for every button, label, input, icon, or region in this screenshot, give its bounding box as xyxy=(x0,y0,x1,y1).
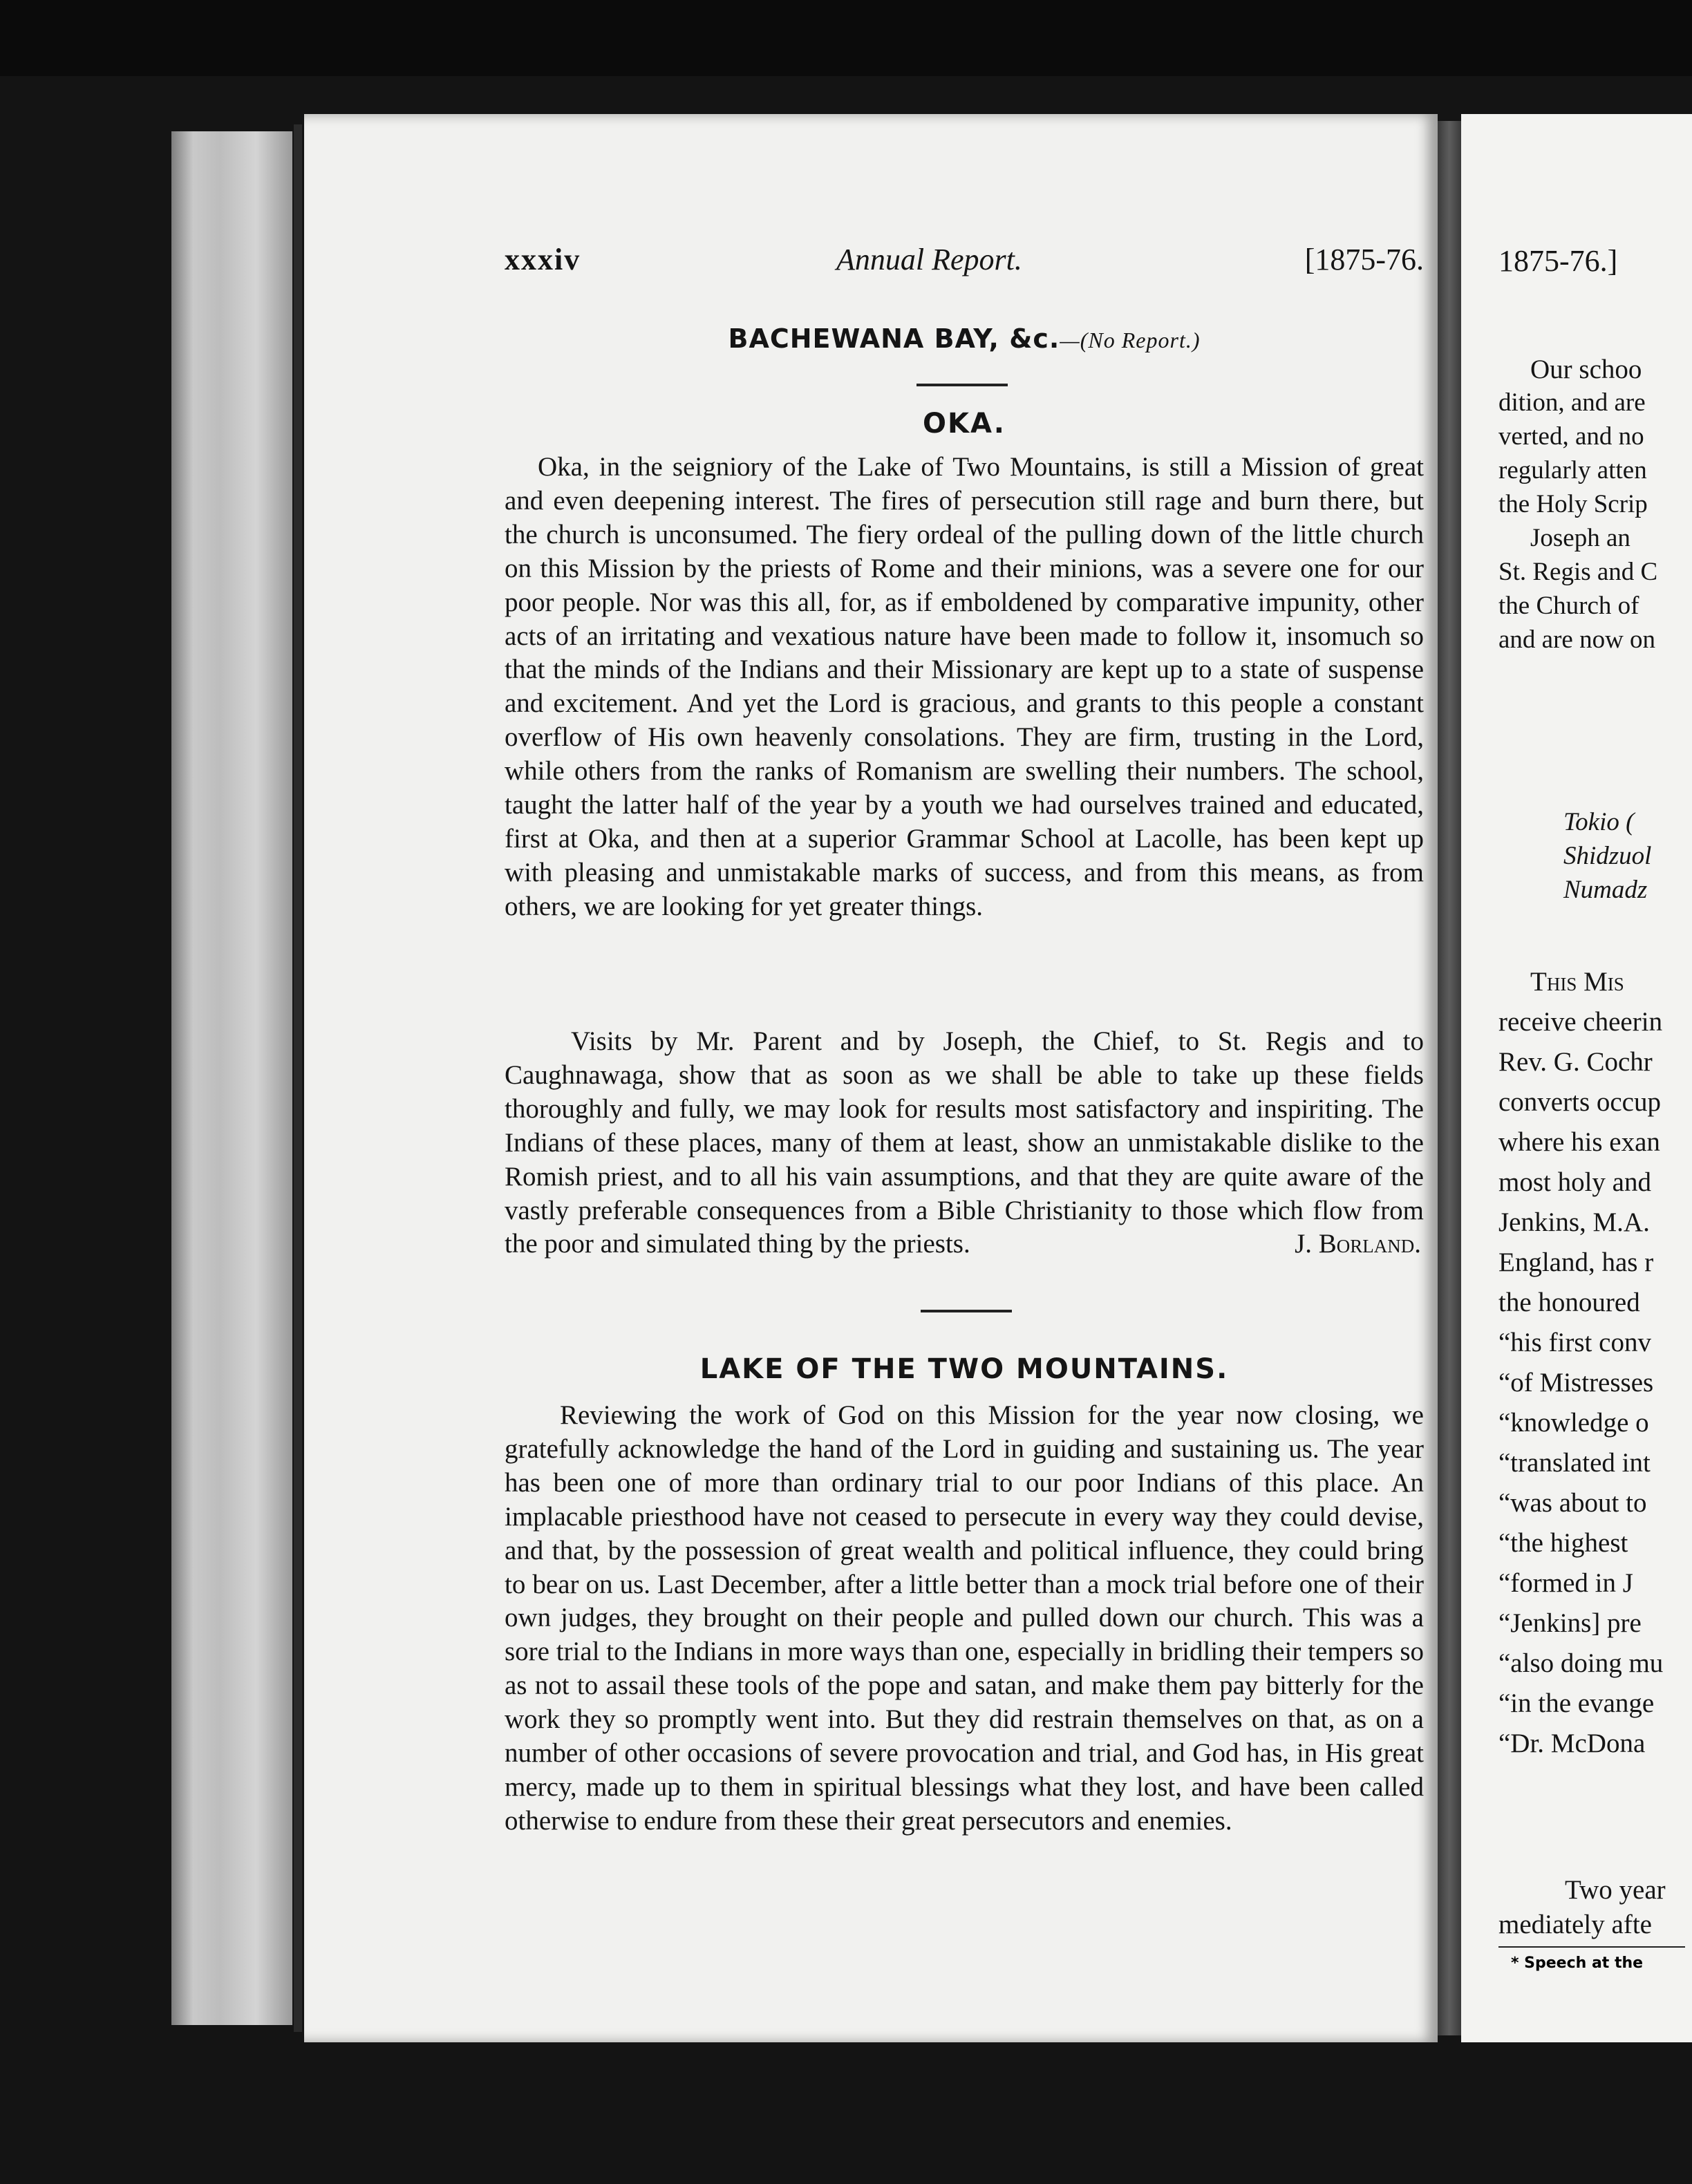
right-line: “translated int xyxy=(1498,1448,1651,1478)
footnote-rule xyxy=(1498,1946,1685,1948)
place-line: Tokio ( xyxy=(1563,808,1635,836)
right-line: Our schoo xyxy=(1530,355,1642,384)
right-line: Two year xyxy=(1565,1875,1666,1905)
right-line: “knowledge o xyxy=(1498,1408,1649,1438)
right-line: Joseph an xyxy=(1530,524,1630,552)
right-line: Jenkins, M.A. xyxy=(1498,1207,1650,1237)
signature: J. Borland. xyxy=(1295,1229,1421,1259)
right-line: Rev. G. Cochr xyxy=(1498,1047,1653,1077)
running-title: Annual Report. xyxy=(836,243,1022,276)
oka-paragraph-2: Visits by Mr. Parent and by Joseph, the Chief, to St. Regis and to Caughnawaga, show that as soon as we shall be able to take up these fields thoroughly and fully, we may look for results most satisfactory and inspiriting. The Indians of these places, many of them at least, show an unmistakable dislike to the Romish priest, and to all his vain assumptions, and that they are quite aware of the vastly preferable consequences from a Bible Christianity to those which flow from the poor and simulated thing by the priests. J. Borland. xyxy=(505,1025,1424,1261)
right-line: This Mis xyxy=(1530,967,1624,997)
right-line: verted, and no xyxy=(1498,422,1644,451)
place-line: Shidzuol xyxy=(1563,842,1652,870)
section-heading-lake: LAKE OF THE TWO MOUNTAINS. xyxy=(699,1353,1229,1385)
right-line: “the highest xyxy=(1498,1528,1628,1558)
right-line: receive cheerin xyxy=(1498,1007,1663,1037)
right-line: the Church of xyxy=(1498,592,1639,620)
right-line: dition, and are xyxy=(1498,388,1646,417)
book-gutter xyxy=(1438,121,1461,2035)
right-line: regularly atten xyxy=(1498,456,1647,484)
right-line: “was about to xyxy=(1498,1488,1647,1518)
right-line: the honoured xyxy=(1498,1288,1640,1317)
right-line: mediately afte xyxy=(1498,1910,1652,1939)
book-edge-shadow xyxy=(294,124,302,2032)
no-report-note: —(No Report.) xyxy=(1060,328,1201,352)
bachewana-title: BACHEWANA BAY, &c. xyxy=(728,323,1060,354)
header-year: [1875-76. xyxy=(1304,243,1424,276)
lake-paragraph-1: Reviewing the work of God on this Mission for the year now closing, we gratefully acknowledge the hand of the Lord in guiding and sustaining us. The year has been one of more than ordinary trial to our poor Indians of this place. An implacable priesthood have not ceased to persecute in every way they could devise, and that, by the possession of great wealth and political influence, they could bring to bear on us. Last December, after a little better than a mock trial before one of their own judges, they brought on their people and pulled down our church. This was a sore trial to the Indians in more ways than one, especially in bridling their tempers so as not to assail these tools of the pope and satan, and make them pay bitterly for the work they so promptly went into. But they did restrain themselves on that, as on a number of other occasions of severe provocation and trial, and God has, in His great mercy, made up to them in spiritual blessings what they lost, and have been called otherwise to endure from these their great persecutors and enemies. xyxy=(505,1400,1424,1836)
right-line: “in the evange xyxy=(1498,1688,1655,1718)
footnote: * Speech at the xyxy=(1511,1955,1644,1972)
right-line: St. Regis and C xyxy=(1498,558,1658,586)
right-line: “Jenkins] pre xyxy=(1498,1608,1642,1638)
section-heading-bachewana xyxy=(505,323,1424,354)
right-line: “formed in J xyxy=(1498,1568,1633,1598)
right-line: and are now on xyxy=(1498,625,1656,654)
right-line: “also doing mu xyxy=(1498,1648,1664,1678)
right-line: “of Mistresses xyxy=(1498,1368,1654,1397)
right-page-header: 1875-76.] xyxy=(1498,244,1618,278)
scan-top-border xyxy=(0,0,1692,76)
right-line: “his first conv xyxy=(1498,1328,1651,1357)
running-header xyxy=(505,242,1424,283)
page-number: xxxiv xyxy=(505,243,581,276)
right-line: the Holy Scrip xyxy=(1498,490,1648,518)
place-line: Numadz xyxy=(1563,876,1648,904)
book-fore-edge xyxy=(171,131,292,2025)
section-divider xyxy=(921,1310,1012,1312)
right-line: England, has r xyxy=(1498,1248,1654,1277)
right-line: “Dr. McDona xyxy=(1498,1729,1646,1758)
right-line: most holy and xyxy=(1498,1167,1651,1197)
right-line: converts occup xyxy=(1498,1087,1661,1117)
section-heading-oka: OKA. xyxy=(923,408,1006,440)
oka-paragraph-1: Oka, in the seigniory of the Lake of Two Mountains, is still a Mission of great and even deepening interest. The fires of persecution still rage and burn there, but the church is unconsumed. The fiery ordeal of the pulling down of the little church on this Mission by the priests of Rome and their minions, was a severe one for our poor people. Nor was this all, for, as if emboldened by comparative impunity, other acts of an irritating and vexatious nature have been made to follow it, insomuch so that the minds of the Indians and their Missionary are kept up to a state of suspense and excitement. And yet the Lord is gracious, and grants to this people a constant overflow of His own heavenly consolations. They are firm, trusting in the Lord, while others from the ranks of Romanism are swelling their numbers. The school, taught the latter half of the year by a youth we had ourselves trained and educated, first at Oka, and then at a superior Grammar School at Lacolle, has been kept up with pleasing and unmistakable marks of success, and from this means, as from others, we are looking for yet greater things. xyxy=(505,452,1424,921)
right-line: where his exan xyxy=(1498,1127,1660,1157)
section-divider xyxy=(916,384,1008,386)
